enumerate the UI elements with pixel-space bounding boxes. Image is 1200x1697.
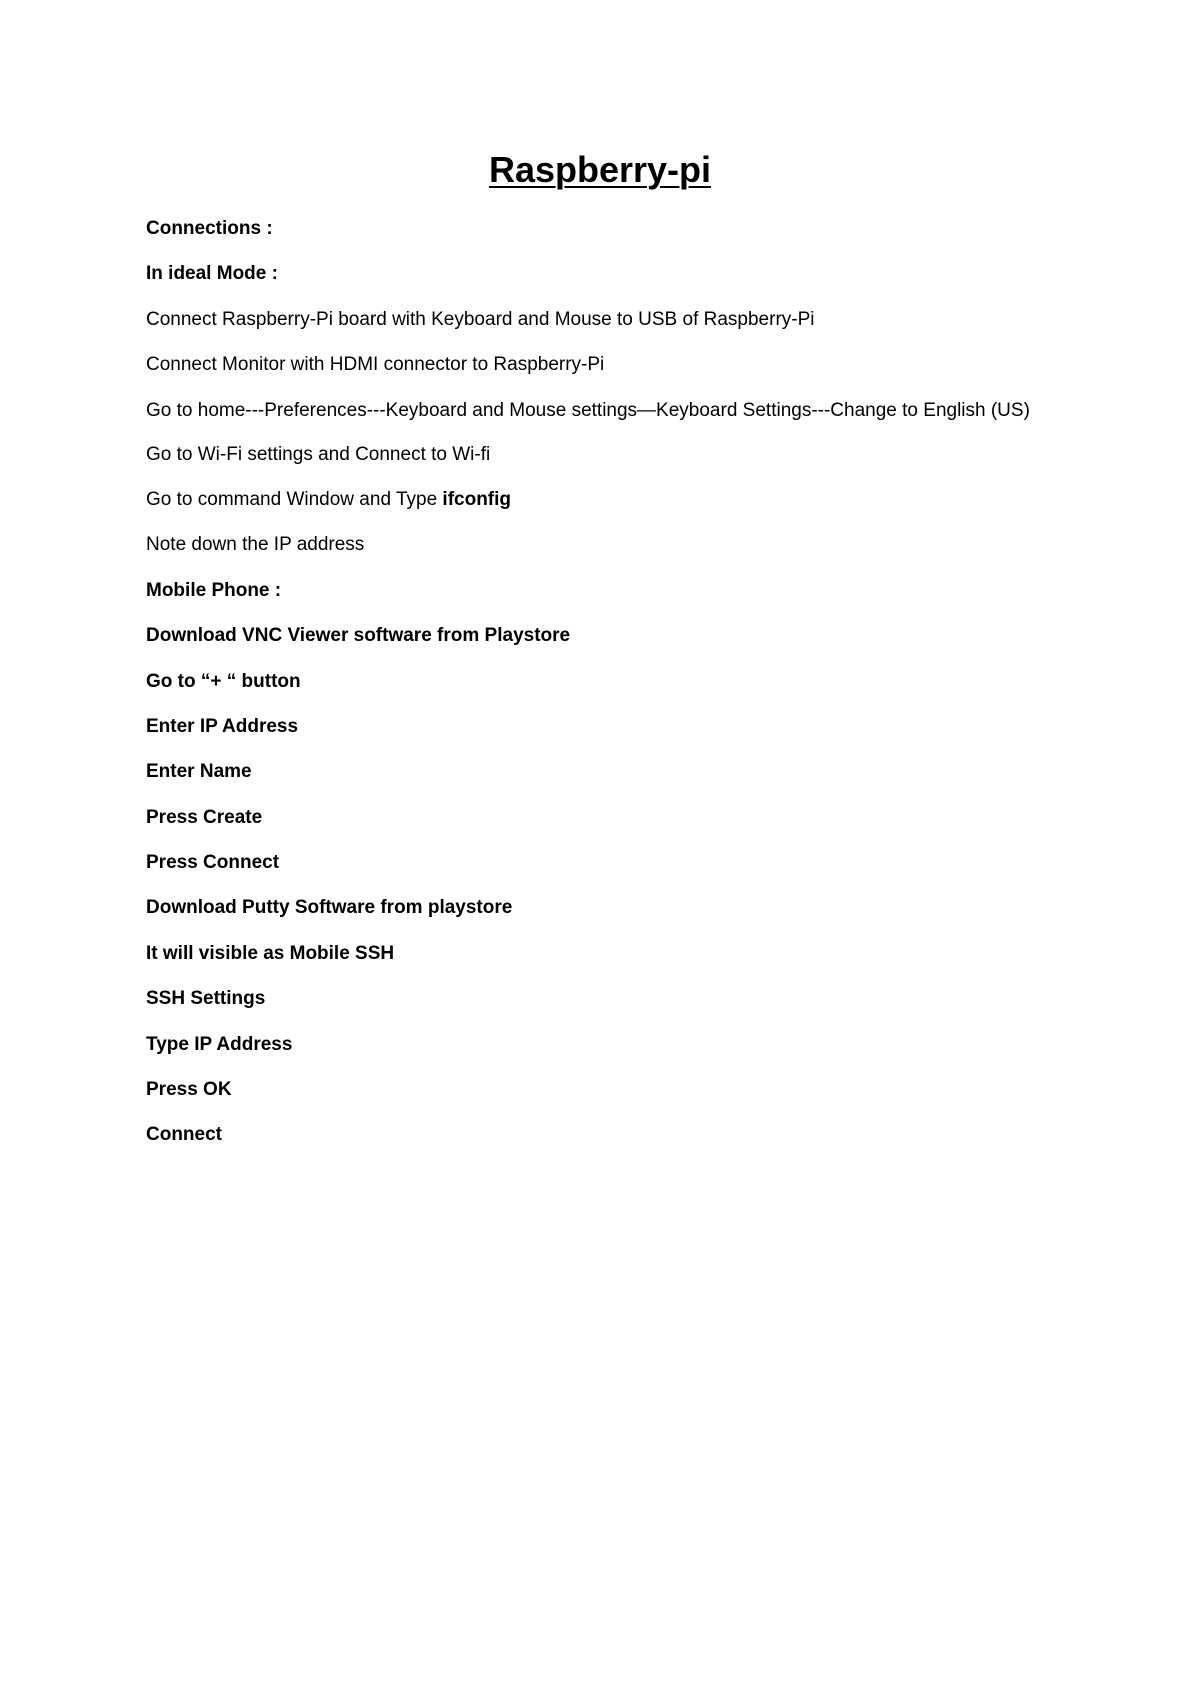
command-step-text: Go to command Window and Type: [146, 488, 443, 510]
mobile-step: Type IP Address: [146, 1033, 293, 1055]
document-body: [146, 214, 1046, 1166]
mobile-heading: Mobile Phone :: [146, 579, 282, 601]
ideal-step: Connect Raspberry-Pi board with Keyboard and Mouse to USB of Raspberry-Pi: [146, 308, 815, 330]
mobile-step: Download Putty Software from playstore: [146, 897, 513, 919]
mobile-step: Press OK: [146, 1079, 232, 1101]
note-step: Note down the IP address: [146, 534, 365, 556]
ideal-mode-heading: In ideal Mode :: [146, 263, 278, 285]
mobile-step: Press Connect: [146, 852, 280, 874]
command-step: [146, 485, 1046, 515]
mobile-step: Enter Name: [146, 761, 252, 783]
mobile-step: Connect: [146, 1124, 222, 1146]
ideal-step: Go to home---Preferences---Keyboard and Mouse settings—Keyboard Settings---Change to English (US): [146, 399, 1030, 421]
mobile-step: It will visible as Mobile SSH: [146, 942, 395, 964]
mobile-step: SSH Settings: [146, 988, 266, 1010]
mobile-step: Download VNC Viewer software from Playstore: [146, 625, 571, 647]
connections-heading: Connections :: [146, 218, 273, 239]
command-step-command: ifconfig: [442, 488, 512, 510]
mobile-step: Press Create: [146, 806, 263, 828]
ideal-step: Connect Monitor with HDMI connector to Raspberry-Pi: [146, 354, 605, 376]
document-title: Raspberry-pi: [488, 149, 712, 190]
ideal-step: Go to Wi-Fi settings and Connect to Wi-fi: [146, 443, 491, 465]
mobile-step: Go to “+ “ button: [146, 670, 301, 692]
mobile-step: Enter IP Address: [146, 715, 299, 737]
